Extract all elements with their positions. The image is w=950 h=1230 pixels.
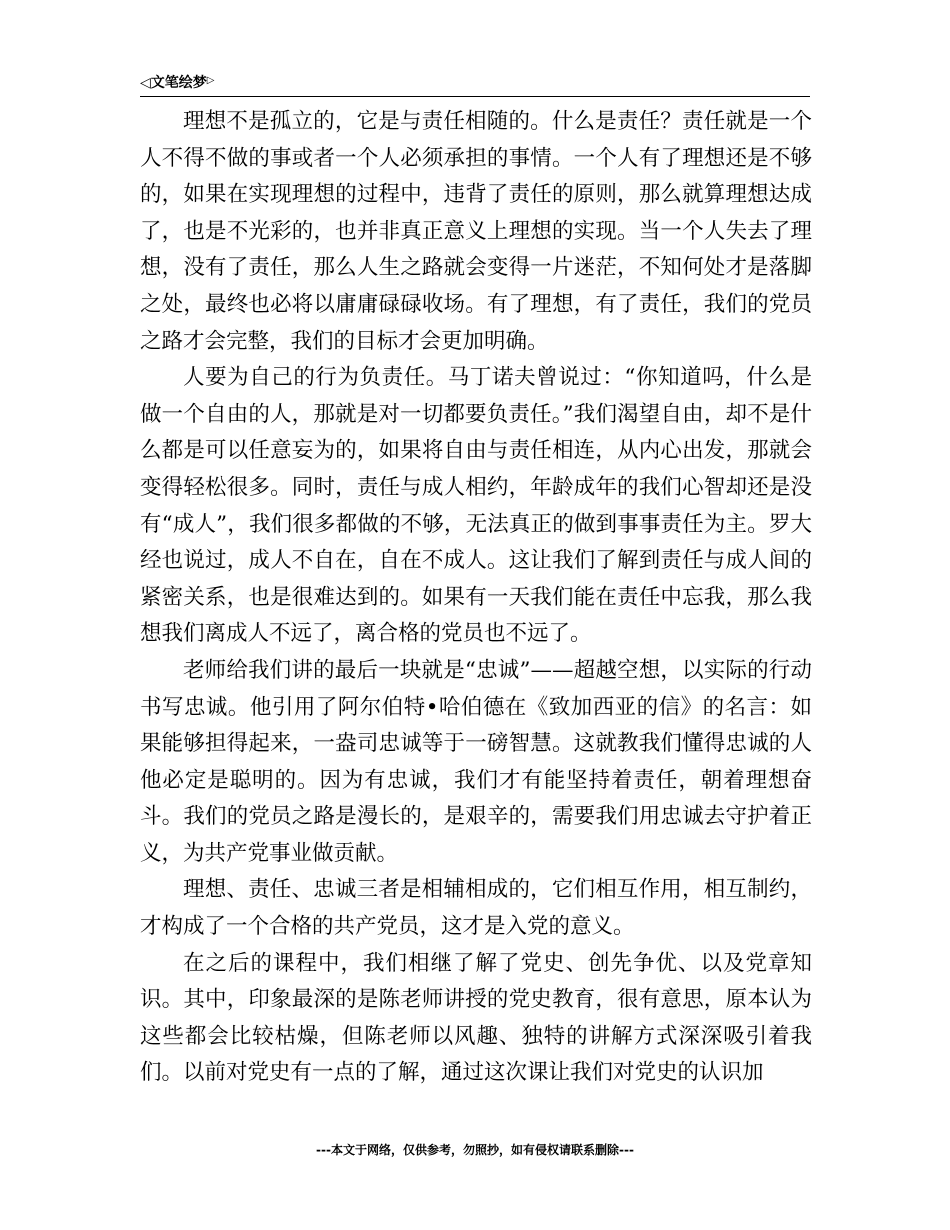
paragraph-self-responsibility: 人要为自己的行为负责任。马丁诺夫曾说过：“你知道吗，什么是做一个自由的人，那就是对一切都要负责任。”我们渴望自由，却不是什么都是可以任意妄为的，如果将自由与责任相连，从内心出发，那就会变得轻松很多。同时，责任与成人相约，年龄成年的我们心智却还是没有“成人”，我们很多都做的不够，无法真正的做到事事责任为主。罗大经也说过，成人不自在，自在不成人。这让我们了解到责任与成人间的紧密关系，也是很难达到的。如果有一天我们能在责任中忘我，那么我想我们离成人不远了，离合格的党员也不远了。 <box>140 365 812 647</box>
logo-text: 文笔绘梦 <box>150 75 207 91</box>
paragraph-loyalty: 老师给我们讲的最后一块就是“忠诚”——超越空想，以实际的行动书写忠诚。他引用了阿尔伯特•哈伯德在《致加西亚的信》的名言：如果能够担得起来，一盎司忠诚等于一磅智慧。这就教我们懂得忠诚的人他必定是聪明的。因为有忠诚，我们才有能坚持着责任，朝着理想奋斗。我们的党员之路是漫长的，是艰辛的，需要我们用忠诚去守护着正义，为共产党事业做贡献。 <box>140 657 812 866</box>
header-logo <box>140 72 214 92</box>
document-body <box>140 104 812 1092</box>
paragraph-party-history: 在之后的课程中，我们相继了解了党史、创先争优、以及党章知识。其中，印象最深的是陈老师讲授的党史教育，很有意思，原本认为这些都会比较枯燥，但陈老师以风趣、独特的讲解方式深深吸引着我们。以前对党史有一点的了解，通过这次课让我们对党史的认识加 <box>140 950 812 1086</box>
paragraph-ideal-responsibility: 理想不是孤立的，它是与责任相随的。什么是责任？责任就是一个人不得不做的事或者一个人必须承担的事情。一个人有了理想还是不够的，如果在实现理想的过程中，违背了责任的原则，那么就算理想达成了，也是不光彩的，也并非真正意义上理想的实现。当一个人失去了理想，没有了责任，那么人生之路就会变得一片迷茫，不知何处才是落脚之处，最终也必将以庸庸碌碌收场。有了理想，有了责任，我们的党员之路才会完整，我们的目标才会更加明确。 <box>140 109 812 354</box>
paragraph-three-elements: 理想、责任、忠诚三者是相辅相成的，它们相互作用，相互制约，才构成了一个合格的共产党员，这才是入党的意义。 <box>140 877 812 940</box>
left-triangle-icon: ◁ <box>140 75 151 91</box>
right-triangle-icon: ▷ <box>206 75 215 86</box>
page-header <box>140 70 810 97</box>
page-footer: ---本文于网络，仅供参考，勿照抄，如有侵权请联系删除--- <box>316 1143 634 1157</box>
